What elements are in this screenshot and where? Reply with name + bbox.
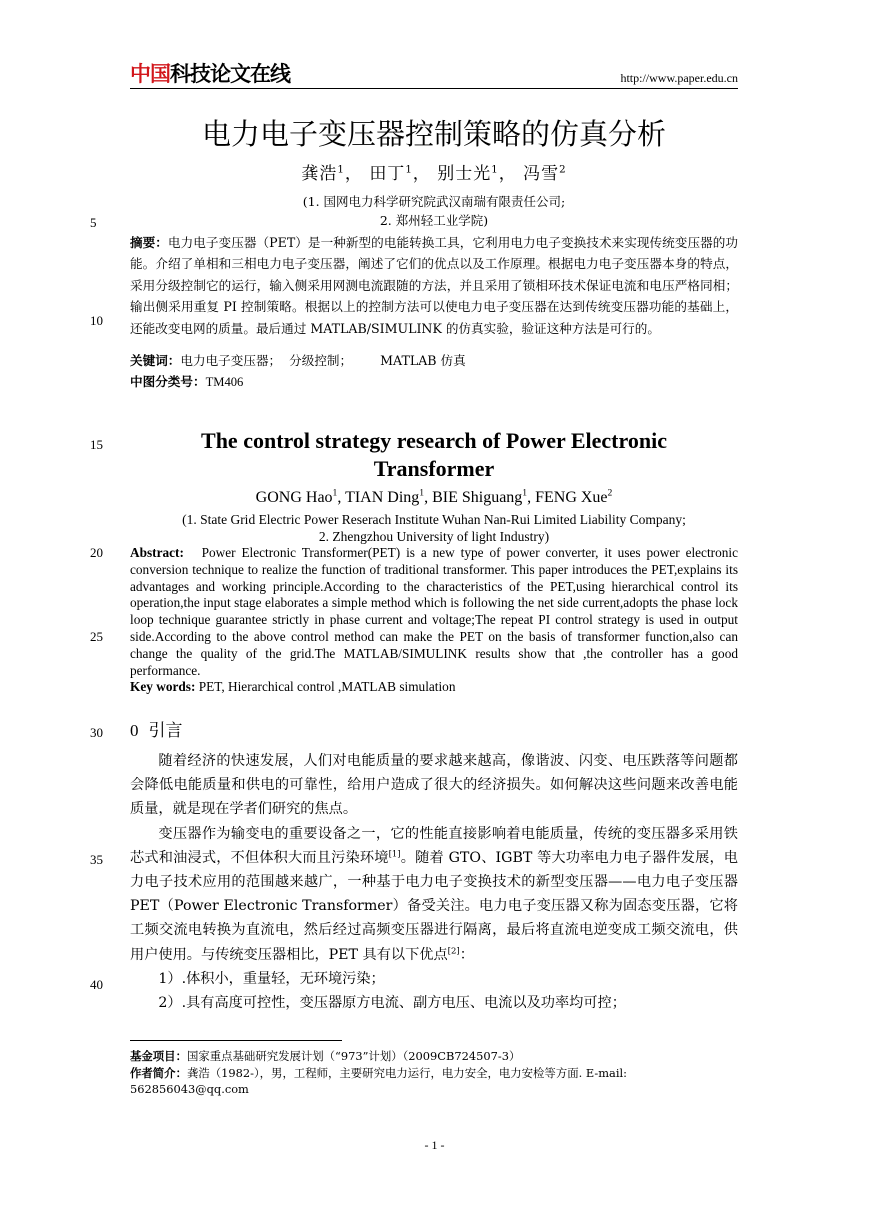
author-name: TIAN Ding [345,489,420,506]
author-list-cn: 龚浩$^1$， 田丁$^1$， 别士光$^1$， 冯雪$^2$ [301,164,567,184]
affiliation-cn-2: 2. 郑州轻工业学院) [379,213,489,228]
line-number: 5 [90,215,97,230]
author-name: FENG Xue [535,489,608,506]
line-number: 20 [90,545,103,560]
author-name: BIE Shiguang [432,489,523,506]
author-list-en: GONG Hao$^1$, TIAN Ding$^1$, BIE Shiguang$^1$, FENG Xue$^2$ [255,487,613,506]
author-bio: 作者简介：龚浩（1982-），男，工程师，主要研究电力运行，电力安全，电力安检等方面. E-mail: 562856043@qq.com [130,1065,627,1097]
paper-title-cn: 电力电子变压器控制策略的仿真分析 [201,117,666,151]
citation[interactable]: [2] [447,945,460,956]
line-number: 10 [90,313,103,328]
citation[interactable]: [1] [388,849,401,860]
line-number: 25 [90,629,103,644]
author-name: 田丁 [369,164,406,184]
author-name: 龚浩 [301,164,338,184]
line-number: 30 [90,725,103,740]
line-number: 15 [90,437,103,452]
list-item: 1）.体积小，重量轻，无环境污染； [158,970,385,987]
funding-note: 基金项目：国家重点基础研究发展计划（“973”计划）（2009CB724507-3） [130,1049,521,1063]
classification-number: 中图分类号：TM406 [130,374,244,389]
abstract-cn-label: 摘要： [130,235,168,250]
abstract-cn [130,232,738,339]
abstract-en [130,545,738,679]
footnotes [130,1048,738,1098]
author-name: GONG Hao [255,489,333,506]
body-text [130,749,738,1015]
section-heading: 0 引言 [130,721,183,741]
page-header [130,62,738,89]
footnote-divider [130,1040,342,1041]
affiliation-en-1: (1. State Grid Electric Power Reserach Institute Wuhan Nan-Rui Limited Liability Company; [182,512,686,527]
keywords-en: Key words: PET, Hierarchical control ,MATLAB simulation [130,679,456,694]
line-number: 40 [90,977,103,992]
keywords-cn: 关键词：电力电子变压器； 分级控制； MATLAB 仿真 [130,353,466,368]
abstract-en-text: Power Electronic Transformer(PET) is a new type of power converter, it uses power electronic conversion technique to realize the function of traditional transformer. This paper introduces the PET,explains its advantages and working principle.According to the characteristics of the PET,using hierarchical control its operation,the input stage elaborates a simple method which is following the net side current,adopts the phase lock loop technique guarantee strictly in phase current and voltage;The repeat PI control strategy is used in output side.According to the above control method can make the PET on the basis of transformer function,also can change the quality of the grid.The MATLAB/SIMULINK results show that ,the controller has a good performance. [130,545,738,678]
affiliation-cn-1: (1. 国网电力科学研究院武汉南瑞有限责任公司; [302,194,566,209]
author-name: 冯雪 [523,164,560,184]
site-url[interactable]: http://www.paper.edu.cn [620,71,738,85]
abstract-en-label: Abstract: [130,545,184,560]
author-name: 别士光 [437,164,492,184]
line-number: 35 [90,852,103,867]
paragraph: 变压器作为输变电的重要设备之一，它的性能直接影响着电能质量，传统的变压器多采用铁芯式和油浸式，不但体积大而且污染环境[1]。随着 GTO、IGBT 等大功率电力电子器件发展，电力电子技术应用的范围越来越广，一种基于电力电子变换技术的新型变压器——电力电子变压器 PET（Power Electronic Transformer）备受关注。电力电子变压器又称为固态变压器，它将工频交流电转换为直流电，然后经过高频变压器进行隔离，最后将直流电逆变成工频交流电，供用户使用。与传统变压器相比，PET 具有以下优点[2]： [130,825,738,963]
list-item: 2）.具有高度可控性，变压器原方电流、副方电压、电流以及功率均可控； [158,995,626,1012]
page-number: - 1 - [424,1138,445,1152]
paragraph: 随着经济的快速发展，人们对电能质量的要求越来越高，像谐波、闪变、电压跌落等问题都会降低电能质量和供电的可靠性，给用户造成了很大的经济损失。如何解决这些问题来改善电能质量，就是现在学者们研究的焦点。 [130,753,738,818]
paper-title-en: The control strategy research of Power Electronic Transformer [201,428,667,481]
affiliation-en-2: 2. Zhengzhou University of light Industry) [318,529,550,544]
abstract-cn-text: 电力电子变压器（PET）是一种新型的电能转换工具，它利用电力电子变换技术来实现传统变压器的功能。介绍了单相和三相电力电子变压器，阐述了它们的优点以及工作原理。根据电力电子变压器本身的特点，采用分级控制它的运行，输入侧采用网测电流跟随的方法，并且采用了锁相环技术保证电流和电压严格同相；输出侧采用重复 PI 控制策略。根据以上的控制方法可以使电力电子变压器在达到传统变压器功能的基础上，还能改变电网的质量。最后通过 MATLAB/SIMULINK 的仿真实验，验证这种方法是可行的。 [130,235,738,336]
site-logo: 中国科技论文在线 [130,62,290,86]
